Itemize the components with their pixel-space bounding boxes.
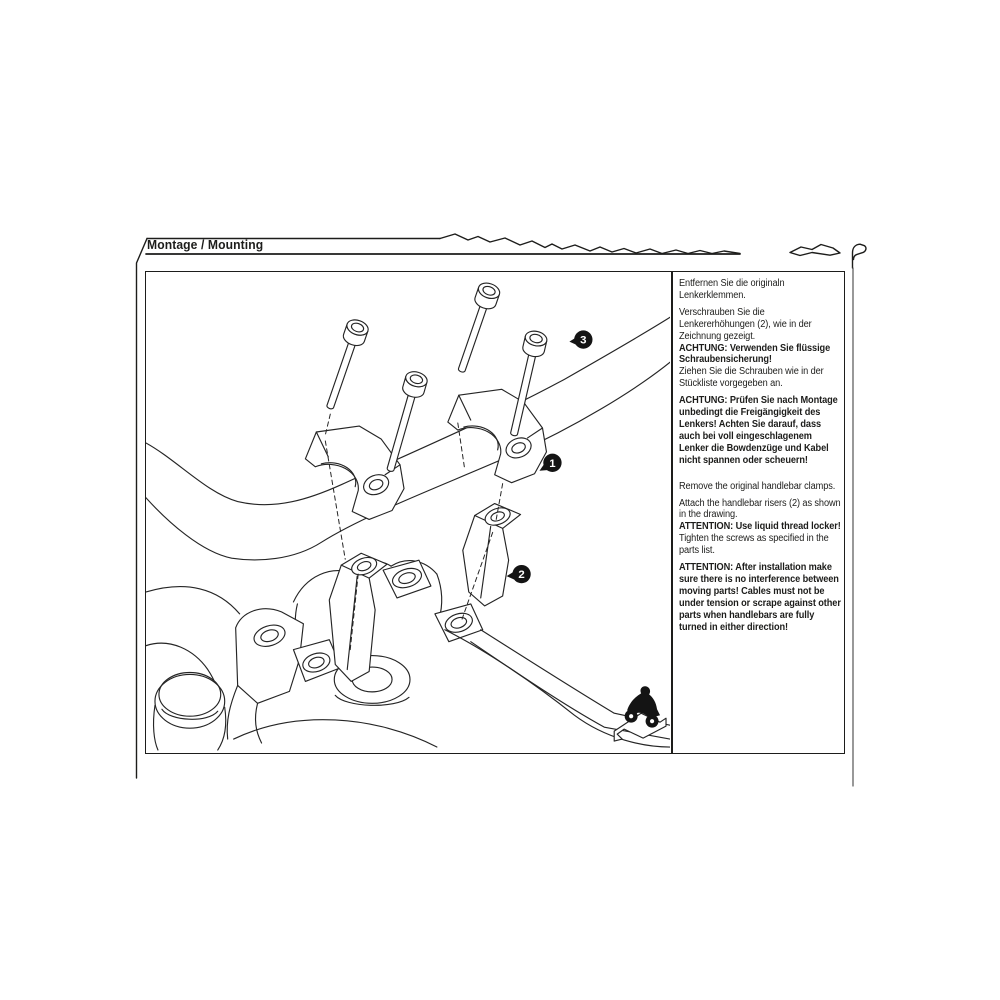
instructions-column — [679, 278, 843, 638]
instruction-de-3-warning: ACHTUNG: Verwenden Sie flüssige Schraubensicherung! — [679, 342, 831, 366]
technical-drawing — [146, 272, 670, 751]
content-box — [145, 271, 845, 754]
callout-2 — [507, 565, 531, 583]
instruction-en-5-warning: ATTENTION: After installation make sure there is no interference between moving parts! Cables must not be under tension or scrape against other parts when handlebars are fully turned in either direction! — [679, 562, 841, 633]
instruction-de-1: Entfernen Sie die originaln Lenkerklemmen. — [679, 278, 785, 301]
handlebar — [146, 317, 670, 560]
page-corner-right-curl — [853, 244, 866, 268]
screw-1 — [319, 317, 370, 412]
svg-text:3: 3 — [580, 334, 587, 347]
pane-divider — [671, 272, 673, 753]
triple-clamp-assembly — [146, 560, 670, 750]
instruction-de-4: Ziehen Sie die Schrauben wie in der Stückliste vorgegeben an. — [679, 366, 824, 390]
handlebar-riser-right — [463, 504, 521, 606]
svg-text:1: 1 — [549, 457, 556, 470]
screw-3 — [451, 280, 502, 375]
torn-fragment — [790, 245, 840, 256]
instruction-en-4: Tighten the screws as specified in the parts list. — [679, 533, 829, 557]
torn-paper-edge — [440, 234, 740, 254]
instruction-en-2: Attach the handlebar risers (2) as shown in the drawing. — [679, 497, 841, 521]
instruction-de-5-warning: ACHTUNG: Prüfen Sie nach Montage unbedingt die Freigängigkeit des Lenkers! Achten Sie darauf, dass auch bei voll eingeschlagenem Lenker die Bowdenzüge und Kabel nicht spannen oder scheuern! — [679, 395, 838, 466]
page-title: Montage / Mounting — [147, 238, 264, 252]
instruction-de-2: Verschrauben Sie die Lenkererhöhungen (2), wie in der Zeichnung gezeigt. — [679, 306, 812, 342]
instruction-en-3-warning: ATTENTION: Use liquid thread locker! — [679, 521, 841, 533]
motorcycle-rider-icon — [614, 686, 666, 741]
svg-text:2: 2 — [518, 569, 525, 582]
callout-3 — [569, 330, 592, 348]
instruction-en-1: Remove the original handlebar clamps. — [679, 480, 836, 492]
